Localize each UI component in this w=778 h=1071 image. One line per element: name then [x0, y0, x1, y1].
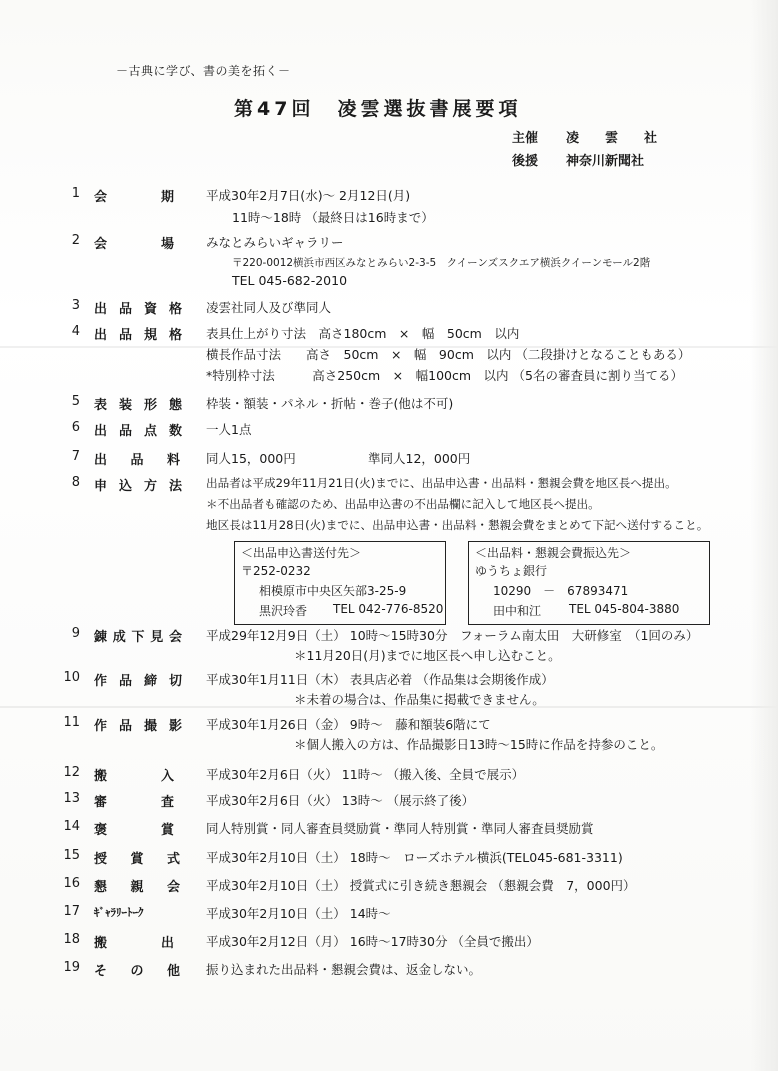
item-text: 表具仕上がり寸法 高さ180cm × 幅 50cm 以内: [206, 326, 520, 341]
item-label: [94, 904, 194, 920]
item-text: 同人特別賞・同人審査員奨励賞・準同人特別賞・準同人審査員奨励賞: [206, 821, 594, 836]
item-label: [94, 876, 180, 895]
item-text: 平成30年1月11日（木） 表具店必着 （作品集は会期後作成）: [206, 672, 554, 687]
item-number: 18: [63, 932, 80, 947]
item-number: 3: [71, 298, 80, 313]
item-label: [94, 186, 174, 205]
item-label: [94, 449, 180, 468]
item-label-char: 作: [94, 719, 108, 734]
item-label-char: 他: [166, 964, 180, 979]
item-number: 10: [63, 670, 80, 685]
item-label-char: 賞: [130, 852, 144, 867]
box-bank: ゆうちょ銀行: [475, 564, 548, 578]
item-label-char: 会: [94, 190, 108, 205]
item-label: [94, 475, 182, 494]
item-label-char: 出: [94, 424, 108, 439]
item-number: 5: [71, 394, 80, 409]
item-number: 9: [71, 626, 80, 641]
item-text: ＊不出品者も確認のため、出品申込書の不出品欄に記入して地区長へ提出。: [206, 497, 600, 511]
item-label-char: 切: [168, 674, 182, 689]
item-label-char: 撮: [143, 719, 157, 734]
box-name: 黒沢玲香: [259, 604, 308, 618]
item-text: TEL 045-682-2010: [232, 273, 348, 288]
item-text: 平成30年2月12日（月） 16時～17時30分 （全員で搬出）: [206, 934, 539, 949]
box-title: ＜出品申込書送付先＞: [241, 546, 362, 560]
item-label-char: の: [130, 964, 144, 979]
item-number: 8: [71, 475, 80, 490]
item-label: [94, 670, 182, 689]
payment-account-box: [468, 541, 710, 625]
item-label-char: 賞: [160, 823, 174, 838]
item-label-char: 場: [160, 237, 174, 252]
item-number: 2: [71, 233, 80, 248]
item-label-char: 品: [118, 424, 132, 439]
sponsor-label: 主催: [512, 131, 539, 146]
item-text: 枠装・額装・パネル・折帖・巻子(他は不可): [206, 396, 454, 411]
item-label-char: 搬: [94, 936, 108, 951]
item-text: 平成30年2月10日（土） 18時～ ローズホテル横浜(TEL045-681-3311): [206, 850, 623, 865]
item-label-char: 料: [166, 453, 180, 468]
item-label: [94, 848, 180, 867]
item-label-char: 式: [166, 852, 180, 867]
item-label: [94, 394, 182, 413]
item-label-char: 態: [168, 398, 182, 413]
item-label-char: 錬: [94, 630, 108, 645]
item-label-char: 査: [160, 795, 174, 810]
item-label-char: 込: [118, 479, 132, 494]
item-text: 振り込まれた出品料・懇親会費は、返金しない。: [206, 962, 482, 977]
item-label: [94, 233, 174, 252]
item-label: [94, 324, 182, 343]
item-text: ＊個人搬入の方は、作品撮影日13時～15時に作品を持参のこと。: [294, 737, 664, 752]
item-label-char: 品: [118, 328, 132, 343]
item-text: 凌雲社同人及び準同人: [206, 300, 332, 315]
item-text: ＊未着の場合は、作品集に掲載できません。: [294, 692, 545, 707]
item-text: ＊11月20日(月)までに地区長へ申し込むこと。: [294, 648, 561, 663]
item-label-char: 親: [130, 880, 144, 895]
item-label-char: 数: [168, 424, 182, 439]
item-label-char: 出: [94, 328, 108, 343]
item-number: 13: [63, 791, 80, 806]
item-label-char: 出: [94, 453, 108, 468]
item-label: [94, 715, 182, 734]
item-number: 7: [71, 449, 80, 464]
item-label: [94, 765, 174, 784]
item-text: 同人15，000円: [206, 451, 296, 466]
item-label-char: 搬: [94, 769, 108, 784]
item-label-char: 会: [168, 630, 182, 645]
application-address-box: [234, 541, 446, 625]
item-number: 14: [63, 819, 80, 834]
item-label-char: 規: [143, 328, 157, 343]
item-text: 平成30年2月10日（土） 授賞式に引き続き懇親会 （懇親会費 7，000円）: [206, 878, 636, 893]
item-label: [94, 932, 174, 951]
item-label-char: 懇: [94, 880, 108, 895]
support-name: 神奈川新聞社: [566, 154, 645, 169]
item-label-char: 装: [118, 398, 132, 413]
document-title: 第47回 凌雲選抜書展要項: [234, 98, 522, 120]
item-label-char: 方: [143, 479, 157, 494]
item-label-char: 品: [118, 719, 132, 734]
item-label-char: 会: [94, 237, 108, 252]
sponsor-name: 凌 雲 社: [566, 131, 658, 146]
item-text: 平成30年2月7日(水)～ 2月12日(月): [206, 188, 411, 203]
item-text: 平成30年2月10日（土） 14時～: [206, 906, 391, 921]
item-label-char: 入: [160, 769, 174, 784]
item-label-char: 格: [168, 328, 182, 343]
item-number: 19: [63, 960, 80, 975]
item-label-char: 格: [168, 302, 182, 317]
item-label-char: そ: [94, 964, 108, 979]
item-label-char: 点: [143, 424, 157, 439]
item-label-char: 出: [160, 936, 174, 951]
item-label: [94, 819, 174, 838]
item-text: 11時～18時 （最終日は16時まで）: [232, 210, 434, 225]
item-label-char: 品: [118, 674, 132, 689]
item-text: 出品者は平成29年11月21日(火)までに、出品申込書・出品料・懇親会費を地区長へ提出。: [206, 476, 677, 490]
item-text: *特別枠寸法 高さ250cm × 幅100cm 以内 （5名の審査員に割り当てる）: [206, 368, 683, 383]
support-label: 後援: [512, 154, 539, 169]
box-tel: TEL 045-804-3880: [569, 602, 680, 616]
item-label-char: 下: [131, 630, 145, 645]
item-text: 準同人12，000円: [368, 451, 471, 466]
item-label-char: 見: [150, 630, 164, 645]
item-label: [94, 626, 182, 645]
item-text: 平成29年12月9日（土） 10時～15時30分 フォーラム南太田 大研修室 （1回のみ）: [206, 628, 699, 643]
item-label: [94, 420, 182, 439]
box-title: ＜出品料・懇親会費振込先＞: [475, 546, 632, 560]
item-number: 12: [63, 765, 80, 780]
item-text: 平成30年1月26日（金） 9時～ 藤和額装6階にて: [206, 717, 491, 732]
item-label-char: 表: [94, 398, 108, 413]
item-number: 6: [71, 420, 80, 435]
item-text: みなとみらいギャラリー: [206, 235, 344, 250]
item-label-char: 形: [143, 398, 157, 413]
item-label: [94, 960, 180, 979]
item-label-char: 授: [94, 852, 108, 867]
item-label-char: 品: [130, 453, 144, 468]
item-label-char: 期: [160, 190, 174, 205]
page-edge-shadow: [750, 0, 778, 1071]
item-label-char: 褒: [94, 823, 108, 838]
item-label-char: 会: [166, 880, 180, 895]
item-label-char: ｷﾞｬﾗﾘｰﾄｰｸ: [94, 906, 144, 919]
item-label-char: 影: [168, 719, 182, 734]
item-label: [94, 298, 182, 317]
box-name: 田中和江: [493, 604, 542, 618]
item-label-char: 申: [94, 479, 108, 494]
item-text: 地区長は11月28日(火)までに、出品申込書・出品料・懇親会費をまとめて下記へ送付すること。: [206, 518, 709, 532]
sponsor-row: [512, 127, 657, 146]
item-text: 平成30年2月6日（火） 11時～ （搬入後、全員で展示）: [206, 767, 525, 782]
item-number: 16: [63, 876, 80, 891]
item-number: 17: [63, 904, 80, 919]
item-text: 横長作品寸法 高さ 50cm × 幅 90cm 以内 （二段掛けとなることもある）: [206, 347, 691, 362]
item-text: 〒220-0012横浜市西区みなとみらい2-3-5 クイーンズスクエア横浜クイーンモール2階: [232, 257, 651, 269]
box-address: 相模原市中央区矢部3-25-9: [259, 584, 407, 598]
item-label-char: 締: [143, 674, 157, 689]
box-zip: 〒252-0232: [241, 564, 311, 578]
item-text: 平成30年2月6日（火） 13時～ （展示終了後）: [206, 793, 475, 808]
item-label-char: 作: [94, 674, 108, 689]
support-row: [512, 150, 644, 169]
item-number: 4: [71, 324, 80, 339]
item-number: 15: [63, 848, 80, 863]
box-tel: TEL 042-776-8520: [333, 602, 444, 616]
item-label-char: 資: [143, 302, 157, 317]
item-label-char: 出: [94, 302, 108, 317]
item-number: 1: [71, 186, 80, 201]
document-subtitle: －古典に学び、書の美を拓く－: [116, 64, 291, 78]
item-label-char: 成: [112, 630, 126, 645]
item-label-char: 品: [118, 302, 132, 317]
item-text: 一人1点: [206, 422, 252, 437]
box-account: 10290 － 67893471: [493, 584, 629, 598]
item-label-char: 法: [168, 479, 182, 494]
item-label-char: 審: [94, 795, 108, 810]
item-number: 11: [63, 715, 80, 730]
item-label: [94, 791, 174, 810]
